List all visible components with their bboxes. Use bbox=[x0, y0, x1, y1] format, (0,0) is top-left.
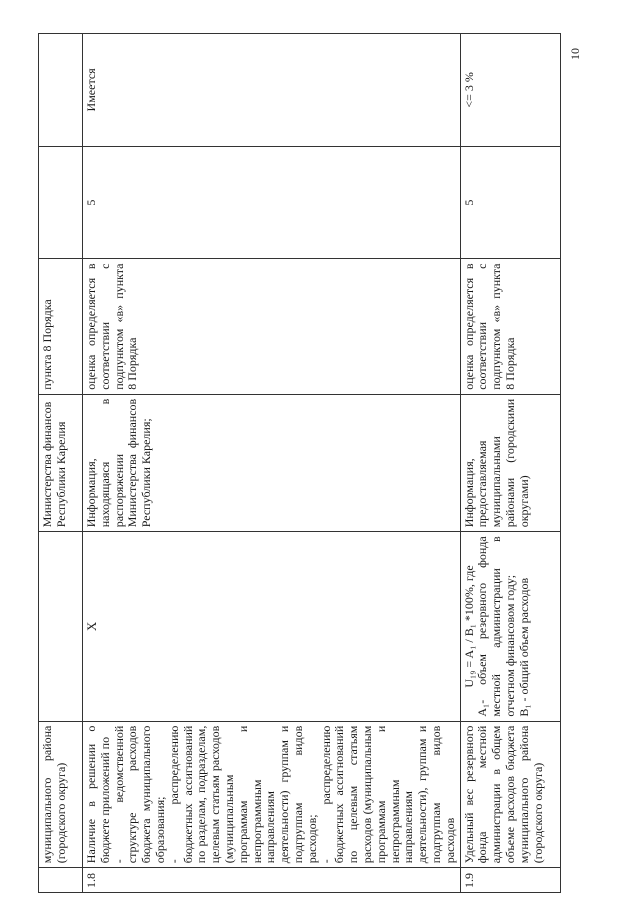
score-cell bbox=[39, 146, 83, 259]
indicator-name: Наличие в решении о бюджете приложений по - ведомственной структуре расходов бюджета муниципального образования; - распределению бюджетных ассигнований по разделам, подразделам, целевым статьям расходов (муниципальным программам и непрограммным направлениям деятельности) группам и подгруппам видов расходов; - распределению бюджетных ассигнований по целевым статьям расходов (муниципальным программам и непрограммным направлениям деятельности), группам и подгруппам видов расходов bbox=[83, 721, 461, 868]
evaluation-cell: оценка определяется в соответствии с подпунктом «в» пункта 8 Порядка bbox=[460, 259, 560, 394]
formula-cell bbox=[39, 532, 83, 721]
evaluation-cell: пункта 8 Порядка bbox=[39, 259, 83, 394]
result-cell: <= 3 % bbox=[460, 34, 560, 147]
formula-cell: X bbox=[83, 532, 461, 721]
table-row bbox=[460, 34, 560, 893]
result-cell: Имеется bbox=[83, 34, 461, 147]
indicator-name: муниципального района (городского округа) bbox=[39, 721, 83, 868]
row-number: 1.8 bbox=[83, 868, 461, 893]
source-cell: Информация, находящаяся в распоряжении Министерства финансов Республики Карелия; bbox=[83, 394, 461, 532]
row-number: 1.9 bbox=[460, 868, 560, 893]
result-cell bbox=[39, 34, 83, 147]
page-number: 10 bbox=[568, 48, 582, 60]
indicator-table bbox=[38, 33, 561, 893]
row-number bbox=[39, 868, 83, 893]
formula-cell bbox=[460, 532, 560, 721]
score-cell: 5 bbox=[460, 146, 560, 259]
evaluation-cell: оценка определяется в соответствии с подпунктом «в» пункта 8 Порядка bbox=[83, 259, 461, 394]
indicator-name: Удельный вес резервного фонда местной администрации в общем объеме расходов бюджета муниципального района (городского округа) bbox=[460, 721, 560, 868]
rotated-table-sheet bbox=[38, 33, 558, 893]
score-cell: 5 bbox=[83, 146, 461, 259]
formula-definitions: A₁- объем резервного фонда местной администрации в отчетном финансовом году; B₁ - общий объем расходов bbox=[475, 536, 531, 717]
source-cell: Министерства финансов Республики Карелия bbox=[39, 394, 83, 532]
source-cell: Информация, предоставляемая муниципальными районами (городскими округами) bbox=[460, 394, 560, 532]
formula-head: U₁₉ = A₁ / B₁ *100%, где bbox=[461, 565, 476, 688]
table-row bbox=[83, 34, 461, 893]
table-row bbox=[39, 34, 83, 893]
